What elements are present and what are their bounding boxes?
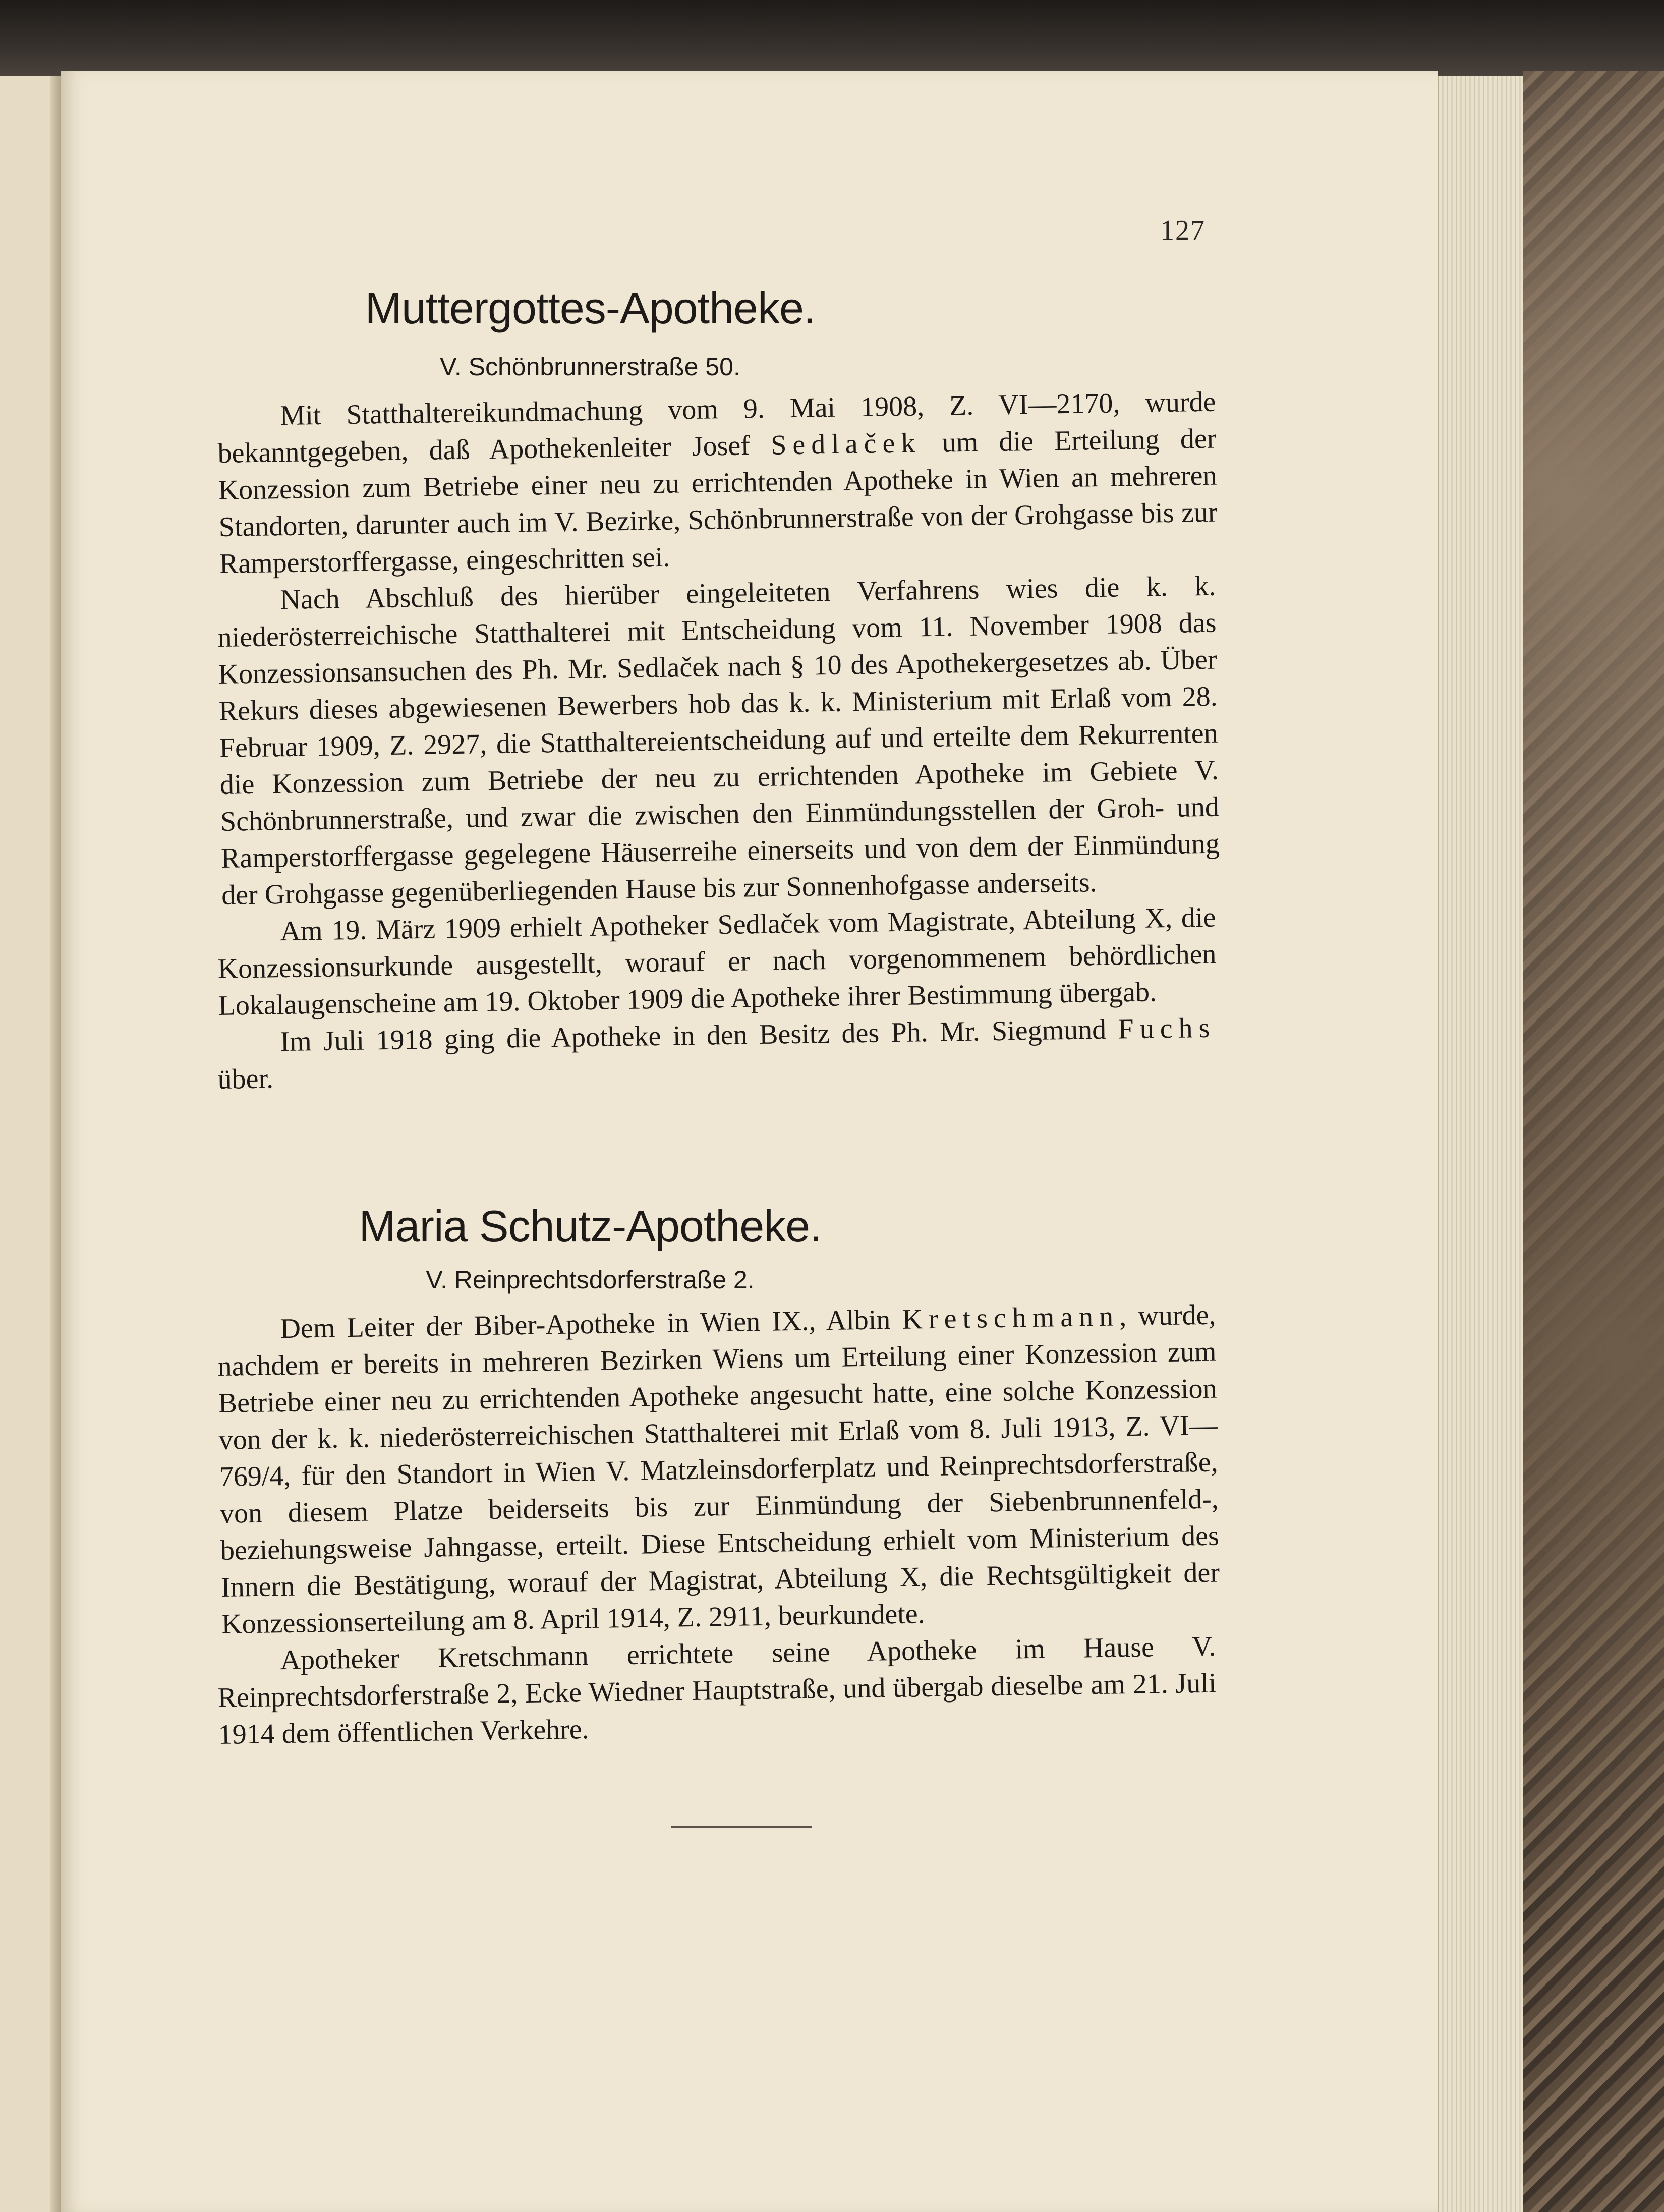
section-address: V. Schönbrunnerstraße 50.: [440, 353, 740, 381]
marbled-binding: [1523, 71, 1664, 2212]
facing-page-margin: [0, 76, 55, 2212]
section-address: V. Reinprechtsdorferstraße 2.: [426, 1266, 755, 1294]
paragraph-text: Mit Statthaltereikundmachung vom 9. Mai 1908, Z. VI—2170, wurde bekanntgegeben, daß Apothekenleiter Josef: [217, 386, 1216, 469]
page-number: 127: [1160, 215, 1206, 246]
person-name: Kretschmann: [902, 1300, 1120, 1335]
section-body: [217, 1299, 1220, 1753]
paragraph-text: über.: [217, 1063, 274, 1095]
paragraph: [217, 1297, 1221, 1643]
paragraph: [217, 384, 1218, 583]
paragraph: Nach Abschluß des hierüber eingeleiteten Verfahrens wies die k. k. niederösterreichische Statthalterei mit Entscheidung vom 11. November 1908 das Konzessionsansuchen des Ph. Mr. Sedlaček nach § 10 des Apothekergesetzes ab. Über Rekurs dieses abgewiesenen Bewerbers hob das k. k. Ministerium mit Erlaß vom 28. Februar 1909, Z. 2927, die Statthaltereientscheidung auf und erteilte dem Rekurrenten die Konzession zum Betriebe der neu zu errichtenden Apotheke im Gebiete V. Schönbrunnerstraße, und zwar die zwischen den Einmündungsstellen der Groh- und Ramperstorffergasse gegelegene Häuserreihe einerseits und von dem der Einmündung der Grohgasse gegenüberliegenden Hause bis zur Sonnenhofgasse anderseits.: [217, 570, 1220, 911]
paragraph: Apotheker Kretschmann errichtete seine Apotheke im Hause V. Reinprechtsdorferstraße 2, Ecke Wiedner Hauptstraße, und übergab dieselbe am 21. Juli 1914 dem öffentlichen Verkehre.: [217, 1630, 1217, 1750]
paragraph: Am 19. März 1909 erhielt Apotheker Sedlaček vom Magistrate, Abteilung X, die Konzessionsurkunde ausgestellt, worauf er nach vorgenommenem behördlichen Lokalaugenscheine am 19. Oktober 1909 die Apotheke ihrer Bestimmung übergab.: [217, 901, 1217, 1022]
page-edges: [1438, 76, 1525, 2212]
paragraph-text: Im Juli 1918 ging die Apotheke in den Besitz des Ph. Mr. Siegmund: [280, 1013, 1119, 1058]
paragraph-text: , wurde, nachdem er bereits in mehreren Bezirken Wiens um Erteilung einer Konzession zum Betriebe einer neu zu errichtenden Apotheke angesucht hatte, eine solche Konzession von der k. k. niederösterreichischen Statthalterei mit Erlaß vom 8. Juli 1913, Z. VI—769/4, für den Standort in Wien V. Matzleinsdorferplatz und Reinprechtsdorferstraße, von diesem Platze beiderseits bis zur Einmündung der Siebenbrunnenfeld-, beziehungsweise Jahngasse, erteilt. Diese Entscheidung erhielt vom Ministerium des Innern die Bestätigung, worauf der Magistrat, Abteilung X, die Rechtsgültigkeit der Konzessionserteilung am 8. April 1914, Z. 2911, beurkundete.: [217, 1299, 1220, 1640]
paragraph-text: um die Erteilung der Konzession zum Betriebe einer neu zu errichtenden Apotheke in Wien an mehreren Standorten, darunter auch im V. Bezirke, Schönbrunnerstraße von der Grohgasse bis zur Ramperstorffergasse, eingeschritten sei.: [218, 423, 1218, 580]
section-body: [217, 386, 1220, 1098]
scan-top-band: [0, 0, 1664, 76]
paragraph-text: Dem Leiter der Biber-Apotheke in Wien IX., Albin: [280, 1303, 903, 1345]
section-title: Muttergottes-Apotheke.: [365, 283, 816, 333]
section-title: Maria Schutz-Apotheke.: [359, 1201, 822, 1251]
paragraph: [217, 1010, 1217, 1098]
end-rule: [671, 1826, 812, 1828]
person-name: Fuchs: [1118, 1012, 1216, 1045]
person-name: Sedlaček: [770, 427, 922, 461]
